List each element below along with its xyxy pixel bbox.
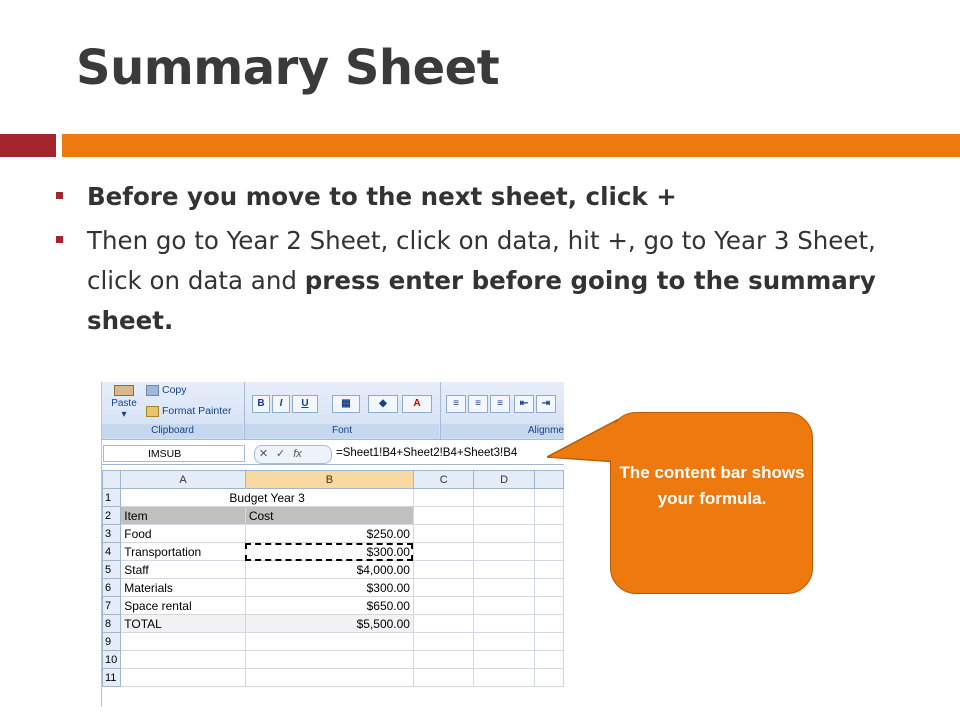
row-header[interactable]: 1	[103, 489, 121, 507]
clipboard-group-label: Clipboard	[102, 424, 243, 438]
select-all-corner[interactable]	[103, 471, 121, 489]
cell[interactable]	[534, 525, 563, 543]
column-header[interactable]: C	[413, 471, 473, 489]
table-row	[103, 615, 564, 633]
formula-bar	[102, 444, 564, 465]
cell[interactable]	[413, 525, 473, 543]
copy-icon	[146, 385, 159, 396]
bullet-list	[56, 177, 936, 345]
cell[interactable]	[534, 543, 563, 561]
cell[interactable]: Materials	[121, 579, 246, 597]
cell[interactable]: Space rental	[121, 597, 246, 615]
bullet-square-icon	[56, 236, 63, 243]
align-center-icon[interactable]: ≡	[468, 395, 488, 413]
bullet-text-bold: Before you move to the next sheet, click +	[87, 182, 677, 211]
selected-cell[interactable]: $300.00	[245, 543, 413, 561]
row-header[interactable]: 3	[103, 525, 121, 543]
cell[interactable]	[474, 543, 534, 561]
cell[interactable]: $300.00	[245, 579, 413, 597]
cell[interactable]	[474, 597, 534, 615]
row-header[interactable]: 9	[103, 633, 121, 651]
formula-buttons	[254, 445, 332, 464]
enter-check-icon[interactable]: ✓	[275, 448, 286, 460]
name-box[interactable]: IMSUB	[103, 445, 245, 462]
formula-input[interactable]: =Sheet1!B4+Sheet2!B4+Sheet3!B4	[336, 447, 518, 459]
cell[interactable]: Item	[121, 507, 246, 525]
cell[interactable]	[534, 489, 563, 507]
cell[interactable]	[413, 651, 473, 669]
table-row	[103, 507, 564, 525]
cell[interactable]	[121, 633, 246, 651]
cell[interactable]: TOTAL	[121, 615, 246, 633]
cell[interactable]	[474, 579, 534, 597]
cell[interactable]	[413, 615, 473, 633]
cell[interactable]: $650.00	[245, 597, 413, 615]
table-row	[103, 525, 564, 543]
format-painter-label: Format Painter	[162, 405, 232, 417]
cell[interactable]	[534, 507, 563, 525]
paste-label: Paste	[111, 398, 137, 409]
clipboard-icon	[114, 385, 134, 396]
increase-indent-icon[interactable]: ⇥	[536, 395, 556, 413]
paste-button[interactable]: Paste ▾	[107, 385, 141, 422]
row-header[interactable]: 2	[103, 507, 121, 525]
cell[interactable]	[413, 489, 473, 507]
cell[interactable]	[413, 597, 473, 615]
cell[interactable]: Budget Year 3	[121, 489, 414, 507]
cell[interactable]	[534, 597, 563, 615]
cell[interactable]	[474, 669, 534, 687]
underline-button[interactable]: U	[292, 395, 318, 413]
cell[interactable]	[474, 633, 534, 651]
cell[interactable]	[534, 561, 563, 579]
accent-bar-orange	[62, 134, 960, 157]
cell[interactable]: Staff	[121, 561, 246, 579]
copy-label: Copy	[162, 384, 187, 396]
bullet-text-bold: press enter before going to the summary sheet.	[87, 266, 876, 335]
cell[interactable]	[413, 561, 473, 579]
row-header[interactable]: 11	[103, 669, 121, 687]
cell[interactable]	[474, 561, 534, 579]
table-row	[103, 633, 564, 651]
cell[interactable]	[474, 489, 534, 507]
row-header[interactable]: 10	[103, 651, 121, 669]
cell[interactable]	[474, 651, 534, 669]
excel-screenshot	[101, 382, 564, 707]
cell[interactable]: $4,000.00	[245, 561, 413, 579]
table-row	[103, 597, 564, 615]
align-right-icon[interactable]: ≡	[490, 395, 510, 413]
cell[interactable]	[474, 507, 534, 525]
callout-pointer-fill	[547, 400, 627, 480]
table-row	[103, 579, 564, 597]
ribbon	[102, 382, 564, 440]
table-row	[103, 543, 564, 561]
cell[interactable]	[413, 579, 473, 597]
table-row	[103, 489, 564, 507]
bullet-item	[56, 221, 936, 341]
cell[interactable]	[121, 669, 246, 687]
column-header[interactable]: A	[121, 471, 246, 489]
cell[interactable]: Food	[121, 525, 246, 543]
table-row	[103, 561, 564, 579]
cell[interactable]: Transportation	[121, 543, 246, 561]
bullet-square-icon	[56, 192, 63, 199]
accent-bar-red	[0, 134, 56, 157]
cell[interactable]	[121, 651, 246, 669]
cell[interactable]	[474, 615, 534, 633]
bullet-text: Then go to Year 2 Sheet, click on data, hit +, go to Year 3 Sheet, click on data and	[87, 226, 876, 295]
cell[interactable]	[534, 651, 563, 669]
row-header[interactable]: 4	[103, 543, 121, 561]
cell[interactable]	[534, 615, 563, 633]
insert-function-icon[interactable]: fx	[293, 448, 302, 460]
alignment-group-label: Alignme	[441, 424, 564, 438]
row-header[interactable]: 8	[103, 615, 121, 633]
format-painter-button[interactable]	[146, 405, 231, 417]
decrease-indent-icon[interactable]: ⇤	[514, 395, 534, 413]
cell[interactable]	[474, 525, 534, 543]
align-left-icon[interactable]: ≡	[446, 395, 466, 413]
copy-button[interactable]	[146, 384, 187, 396]
row-header[interactable]: 6	[103, 579, 121, 597]
table-row	[103, 669, 564, 687]
row-header[interactable]: 7	[103, 597, 121, 615]
font-color-icon[interactable]: A	[402, 395, 432, 413]
spreadsheet-grid	[102, 470, 564, 687]
cell[interactable]	[413, 507, 473, 525]
cell[interactable]: Cost	[245, 507, 413, 525]
cell[interactable]	[413, 669, 473, 687]
row-header[interactable]: 5	[103, 561, 121, 579]
cell[interactable]	[413, 633, 473, 651]
cell[interactable]	[534, 669, 563, 687]
cell[interactable]	[534, 579, 563, 597]
table-row	[103, 651, 564, 669]
bullet-item	[56, 177, 936, 217]
callout-text: The content bar shows your formula.	[619, 463, 805, 508]
borders-icon[interactable]: ▦	[332, 395, 360, 413]
font-group-label: Font	[245, 424, 439, 438]
cell[interactable]: $5,500.00	[245, 615, 413, 633]
cancel-icon[interactable]: ✕	[258, 448, 269, 460]
fill-color-icon[interactable]: ◆	[368, 395, 398, 413]
bold-button[interactable]: B	[252, 395, 270, 413]
column-header[interactable]: B	[245, 471, 413, 489]
cell[interactable]: $250.00	[245, 525, 413, 543]
italic-button[interactable]: I	[272, 395, 290, 413]
cell[interactable]	[534, 633, 563, 651]
cell[interactable]	[245, 669, 413, 687]
cell[interactable]	[413, 543, 473, 561]
paintbrush-icon	[146, 406, 159, 417]
cell[interactable]	[245, 633, 413, 651]
cell[interactable]	[245, 651, 413, 669]
column-header[interactable]: D	[474, 471, 534, 489]
slide-title: Summary Sheet	[76, 40, 500, 96]
